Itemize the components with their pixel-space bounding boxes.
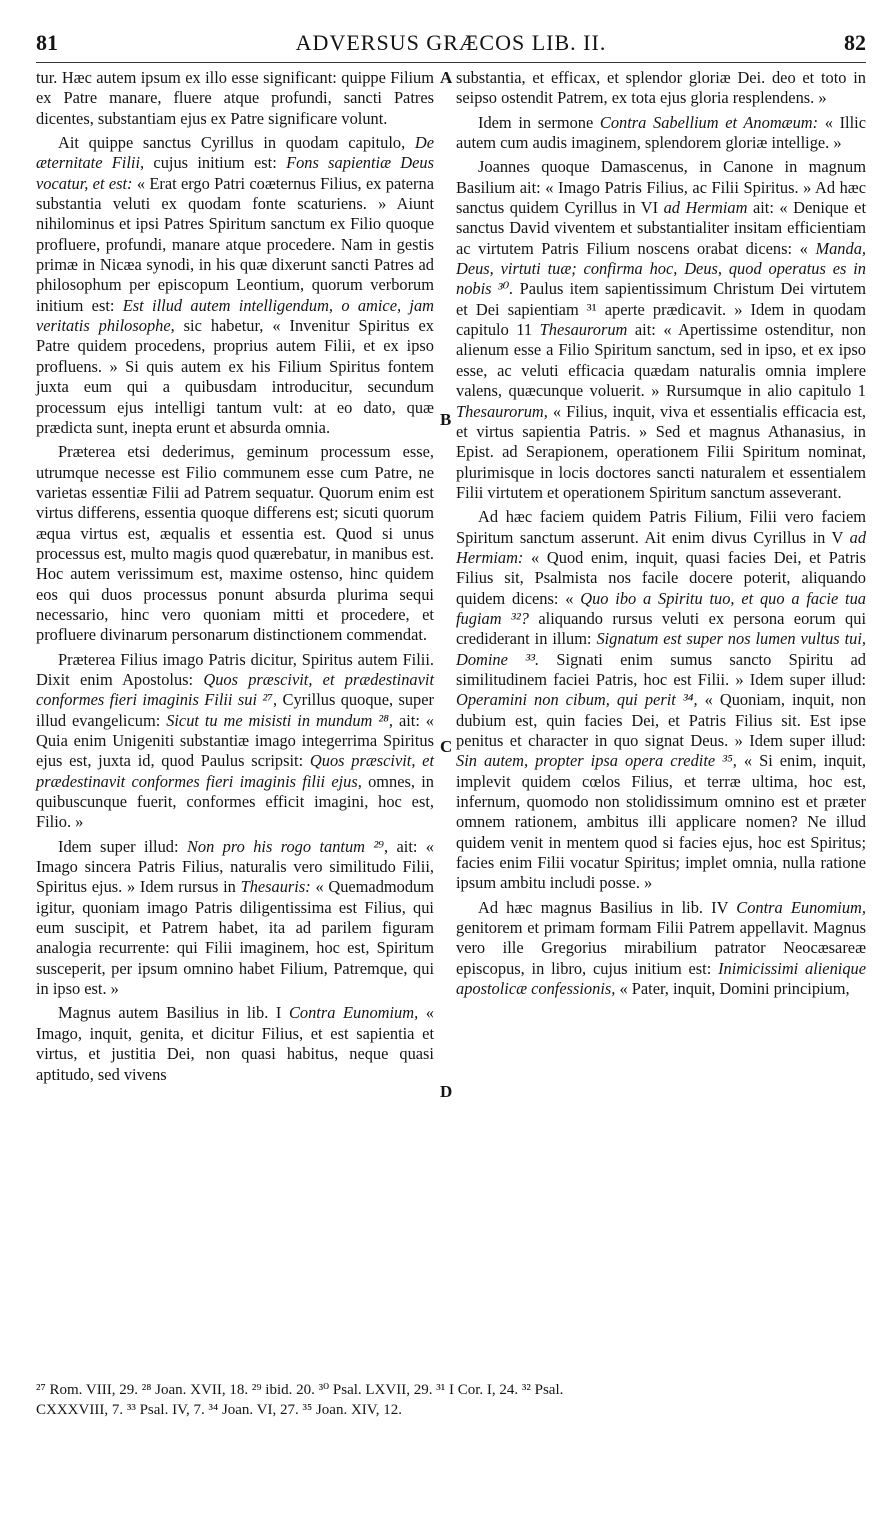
margin-letter-d: D	[440, 1082, 453, 1101]
italic-citation: Sicut tu me misisti in mundum ²⁸,	[166, 710, 394, 730]
text-run: Ad hæc magnus Basilius in lib. IV	[478, 897, 729, 917]
italic-citation: Contra Eunomium,	[288, 1003, 419, 1023]
running-header	[36, 30, 866, 60]
header-rule	[36, 62, 866, 63]
running-title: ADVERSUS GRÆCOS LIB. II.	[295, 30, 607, 55]
text-run: « Quod enim, inquit, quasi facies Dei, et Patris Filius sit, Psalmista nos facile docere poterit, aliquando quidem dicens: «	[456, 547, 866, 608]
footnote-line: ²⁷ Rom. VIII, 29. ²⁸ Joan. XVII, 18. ²⁹ ibid. 20. ³⁰ Psal. LXVII, 29. ³¹ I Cor. I, 24. ³² Psal.	[36, 1382, 564, 1398]
text-run: « Imago, inquit, genita, et dicitur Filius, et est sapientia et virtus, et justitia Dei, non quasi habitus, neque quasi aptitudo, sed vivens	[36, 1003, 434, 1084]
text-run: ait: « Denique et sanctus David viventem et substantialiter insitam efficientiam ac virtutem Patris Filium noscens orabat dicens: «	[456, 198, 866, 258]
text-run: cujus initium est:	[153, 153, 277, 173]
italic-citation: Manda, Deus, virtuti tuæ; confirma hoc, Deus, quod operatus es in nobis ³⁰.	[456, 238, 866, 299]
paragraph	[456, 898, 866, 1000]
italic-citation: Contra Sabellium et Anomæum:	[599, 112, 819, 132]
paragraph	[36, 650, 434, 833]
text-run: omnes, in quibuscunque fuerit, conformes efficit imagini, hoc est, Filio. »	[36, 771, 434, 832]
paragraph	[456, 68, 866, 109]
margin-letter-a: A	[440, 68, 453, 87]
text-run: « Erat ergo Patri coæternus Filius, ex paterna substantia veluti ex quodam fonte scaturiens. » Aiunt nihilominus et ipsi Patres Spiritum sanctum ex Filio quoque profluere, profundi, manare atque procedere. Nam in gestis primæ in Nicæa synodi, in his quæ dixerunt sancti Patres ad philosophum per episcopum Leontium, quorum verborum initium est:	[36, 173, 434, 315]
italic-citation: Quo ibo a Spiritu tuo, et quo a facie tua fugiam ³²?	[456, 588, 866, 628]
text-run: aliquando rursus veluti ex persona eorum qui crediderant in illum:	[456, 608, 867, 649]
text-run: Magnus autem Basilius in lib. I	[58, 1003, 282, 1023]
margin-letter-c: C	[440, 737, 453, 756]
text-run: Idem in sermone	[478, 112, 594, 132]
text-run: Præterea Filius imago Patris dicitur, Spiritus autem Filii. Dixit enim Apostolus:	[36, 649, 434, 689]
text-run: genitorem et primam formam Filii Patrem appellavit. Magnus vero ille Gregorius mirabilium patrator Neocæsareæ episcopus, in libro, cujus initium est:	[456, 918, 866, 978]
text-run: Ait quippe sanctus Cyrillus in quodam capitulo,	[58, 133, 406, 153]
right-column	[456, 68, 866, 999]
italic-citation: Est illud autem intelligendum, o amice, jam veritatis philosophe,	[36, 295, 434, 336]
text-run: Cyrillus quoque, super illud evangelicum:	[36, 690, 434, 730]
text-run: Idem super illud:	[58, 836, 179, 856]
text-run: Signati enim sumus sancto Spiritu ad similitudinem faciei Patris, hoc est Filii. » Idem super illud:	[456, 649, 866, 689]
text-run: sic habetur, « Invenitur Spiritus ex Patre quidem procedens, proprius autem Filii, et ex ipso profluens. » Si quis autem ex his Filium Spiritus fontem juxta eum qui a quibusdam introducitur, secundum processum ejus intelligi tantum vult: at eo dato, quæ prædicta sunt, inepta erunt et absurda omnia.	[36, 316, 434, 437]
italic-citation: Fons sapientiæ Deus vocatur, et est:	[36, 153, 434, 193]
text-run: ait: « Imago sincera Patris Filius, naturalis vero similitudo Filii, Spiritus ejus. » Idem rursus in	[36, 836, 434, 897]
italic-citation: De æternitate Filii,	[36, 133, 434, 173]
italic-citation: Contra Eunomium,	[736, 897, 866, 917]
text-run: « Illic autem cum audis imaginem, splendorem gloriæ intellige. »	[456, 112, 866, 153]
text-run: Præterea etsi dederimus, geminum processum esse, utrumque necesse est Filio communem esse cum Patre, ne varietas essentiæ Filii ad Patrem sequatur. Quorum enim est virtus differens, essentia quoque differens est; sicuti quorum æqua virtus est, æqualis et essentia est. Quod si unus processus est, multo magis quod quærebatur, in manibus est. Hoc autem verissimum est, maxime ostenso, hinc quidem eos qui duos processus ponunt absurda plurima sequi necessario, hinc vero quoniam mitti et procedere, et profluere divinarum personarum distinctionem commendat.	[36, 442, 434, 645]
italic-citation: Sin autem, propter ipsa opera credite ³⁵,	[456, 751, 737, 771]
footnotes	[36, 1380, 866, 1420]
italic-citation: ad Hermiam:	[456, 527, 867, 567]
italic-citation: Non pro his rogo tantum ²⁹,	[186, 836, 389, 856]
italic-citation: Thesauris:	[240, 877, 311, 897]
text-run: ait: « Apertissime ostenditur, non alienum esse a Filio Spiritum sanctum, sed in ipso, et ex ipso esse, ac veluti efficacia quædam naturalis omnia implere valens, quæcunque voluerit. » Rursumque in alio capitulo 1	[456, 320, 866, 401]
paragraph	[36, 442, 434, 645]
text-run: « Pater, inquit, Domini principium,	[619, 979, 850, 999]
page-number-left: 81	[36, 30, 58, 55]
italic-citation: Thesaurorum,	[456, 401, 548, 421]
text-run: « Filius, inquit, viva et essentialis efficacia est, et virtus sapientia Patris. » Sed et magnus Athanasius, in Epist. ad Serapionem, operationem Filii Spiritum nominat, plurimisque in locis doctores sancti naturalem et essentialem Filii virtutem et operationem Spiritum sanctum asseverant.	[456, 401, 866, 502]
italic-citation: Quos præscivit, et prædestinavit conformes fieri imaginis filii ejus,	[36, 751, 435, 791]
italic-citation: Operamini non cibum, qui perit ³⁴,	[456, 690, 698, 710]
italic-citation: Quos præscivit, et prædestinavit conformes fieri imaginis Filii sui ²⁷,	[36, 669, 434, 710]
margin-letter-b: B	[440, 410, 452, 429]
italic-citation: Signatum est super nos lumen vultus tui, Domine ³³.	[456, 629, 866, 669]
text-run: ait: « Quia enim Unigeniti substantiæ imago integerrima Spiritus ejus est, juxta id, quod Paulus scripsit:	[36, 710, 434, 771]
italic-citation: Inimicissimi alienique apostolicæ confessionis,	[456, 958, 866, 999]
text-run: substantia, et efficax, et splendor gloriæ Dei. deo et toto in seipso ostendit Patrem, ex tota ejus gloria resplendens. »	[456, 68, 866, 108]
paragraph	[36, 837, 434, 1000]
page-number-right: 82	[844, 30, 866, 55]
text-run: tur. Hæc autem ipsum ex illo esse significant: quippe Filium ex Patre manare, fluere atque profundi, sancti Patres dicentes, substantiam ejus ex Patre significare volunt.	[36, 68, 434, 128]
footnote-line: CXXXVIII, 7. ³³ Psal. IV, 7. ³⁴ Joan. VI, 27. ³⁵ Joan. XIV, 12.	[36, 1402, 402, 1418]
text-run: Ad hæc faciem quidem Patris Filium, Filii vero faciem Spiritum sanctum asserunt. Ait enim divus Cyrillus in V	[456, 507, 866, 547]
paragraph	[36, 133, 434, 438]
paragraph	[456, 507, 866, 894]
paragraph	[456, 157, 866, 503]
text-run: Paulus item sapientissimum Christum Dei virtutem et Dei sapientiam ³¹ aperte prædicavit. » Idem in quodam capitulo 11	[456, 279, 866, 340]
text-run: « Quoniam, inquit, non dubium est, quin facies Dei, et Patris Filius sit. Est ipse penitus et character in quo signat Deus. » Idem super illud:	[456, 690, 866, 750]
paragraph	[36, 1003, 434, 1084]
left-column	[36, 68, 434, 1085]
text-run: « Quemadmodum igitur, quoniam imago Patris diligentissima est Filius, qui eum suscipit, et Patrem habet, ita ad parilem figuram analogia recurrente: qui Filii imaginem, hoc est, Spiritum susceperit, per ipsum omnino habet Filium, Patremque, qui in ipso est. »	[36, 877, 434, 999]
italic-citation: Thesaurorum	[539, 320, 628, 340]
paragraph	[36, 68, 434, 129]
text-run: « Si enim, inquit, implevit quidem cœlos Filius, et terræ ultima, hoc est, infernum, quomodo non stolidissimum omnino est et præter omnem rationem, ambitus illi applicare nomen? Ne illud quidem venit in mentem quod si facies ejus, hoc est Spiritus; facies enim Filii vocatur Spiritus; implet omnia, nulla ratione ipsum ambitu includi posse. »	[456, 751, 866, 893]
text-run: Joannes quoque Damascenus, in Canone in magnum Basilium ait: « Imago Patris Filius, ac Filii Spiritus. » Ad hæc sanctus quidem Cyrillus in VI	[456, 157, 866, 218]
italic-citation: ad Hermiam	[663, 198, 748, 218]
paragraph	[456, 113, 866, 154]
